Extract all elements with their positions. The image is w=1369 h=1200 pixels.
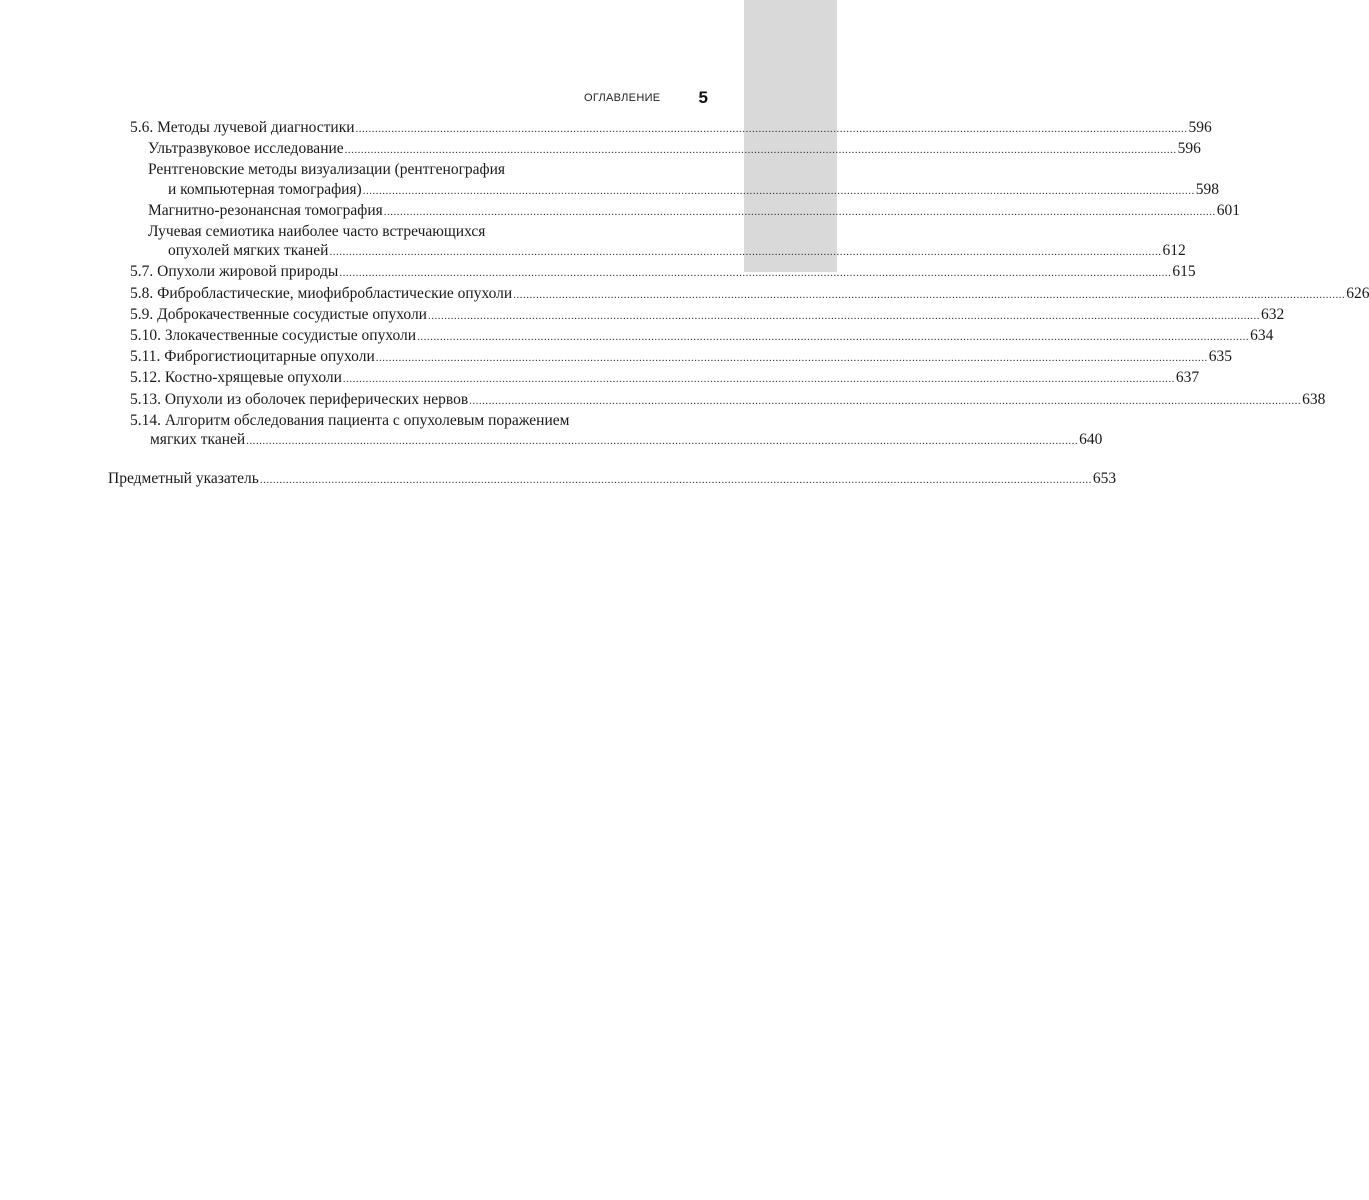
dot-leader: ................................................................................................................................................................................................................................................................ — [329, 246, 1162, 259]
toc-entry-subject-index[interactable] — [108, 469, 1117, 490]
toc-entry-title-continued: и компьютерная томография) — [168, 180, 362, 198]
table-of-contents — [108, 118, 1369, 490]
toc-entry-title: 5.14. Алгоритм обследования пациента с опухолевым поражением — [130, 411, 570, 429]
toc-page-number: 638 — [1302, 390, 1326, 408]
toc-entry-title: 5.6. Методы лучевой диагностики — [130, 119, 355, 136]
toc-entry-title: 5.9. Доброкачественные сосудистые опухоли — [130, 305, 427, 323]
dot-leader: ................................................................................................................................................................................................................................................................ — [469, 394, 1302, 407]
toc-entry-5-11[interactable] — [108, 347, 1233, 368]
dot-leader: ................................................................................................................................................................................................................................................................ — [355, 123, 1188, 135]
toc-page-number: 612 — [1162, 242, 1186, 260]
toc-entry-5-10[interactable] — [108, 326, 1274, 347]
running-title: ОГЛАВЛЕНИЕ — [584, 92, 661, 104]
dot-leader: ................................................................................................................................................................................................................................................................ — [246, 435, 1079, 448]
toc-page-number: 596 — [1188, 119, 1212, 136]
toc-entry-title: 5.12. Костно-хрящевые опухоли — [130, 369, 342, 387]
toc-entry-radiation-semiotics[interactable] — [108, 222, 1186, 262]
toc-entry-5-13[interactable] — [108, 390, 1326, 411]
dot-leader: ................................................................................................................................................................................................................................................................ — [259, 474, 1092, 487]
toc-entry-title: Рентгеновские методы визуализации (рентгенография — [148, 161, 506, 179]
toc-entry-title: Лучевая семиотика наиболее часто встречающихся — [148, 223, 486, 241]
toc-entry-title: 5.13. Опухоли из оболочек периферических нервов — [130, 390, 469, 408]
toc-entry-5-7[interactable] — [108, 262, 1196, 283]
dot-leader: ................................................................................................................................................................................................................................................................ — [339, 267, 1172, 280]
toc-page-number: 653 — [1092, 470, 1117, 488]
toc-entry-title: 5.11. Фиброгистиоцитарные опухоли — [130, 348, 375, 366]
toc-page-number: 635 — [1208, 348, 1233, 366]
toc-entry-title: Предметный указатель — [108, 470, 259, 488]
toc-entry-5-14[interactable] — [108, 411, 1103, 451]
dot-leader: ................................................................................................................................................................................................................................................................ — [417, 331, 1250, 344]
toc-page-number: 598 — [1195, 180, 1219, 198]
toc-page-number: 640 — [1079, 431, 1103, 449]
toc-page-number: 596 — [1177, 140, 1201, 158]
toc-entry-xray-methods[interactable] — [108, 160, 1219, 200]
toc-page-number: 637 — [1175, 369, 1200, 387]
toc-page-number: 601 — [1216, 201, 1241, 219]
toc-entry-title-continued: опухолей мягких тканей — [168, 242, 329, 260]
toc-entry-title: Ультразвуковое исследование — [148, 140, 344, 158]
running-head — [584, 88, 708, 110]
toc-entry-title: 5.7. Опухоли жировой природы — [130, 263, 339, 281]
toc-page-number: 632 — [1260, 305, 1285, 323]
toc-entry-5-8[interactable] — [108, 284, 1369, 305]
dot-leader: ................................................................................................................................................................................................................................................................ — [513, 288, 1346, 301]
toc-page-number: 626 — [1346, 284, 1369, 302]
toc-entry-title: 5.10. Злокачественные сосудистые опухоли — [130, 327, 417, 345]
dot-leader: ................................................................................................................................................................................................................................................................ — [362, 184, 1195, 197]
toc-entry-mri[interactable] — [108, 201, 1241, 222]
dot-leader: ................................................................................................................................................................................................................................................................ — [427, 309, 1260, 322]
toc-entry-ultrasound[interactable] — [108, 139, 1201, 160]
toc-entry-5-9[interactable] — [108, 305, 1285, 326]
toc-entry-title: Магнитно-резонансная томография — [148, 201, 383, 219]
toc-page-number: 615 — [1172, 263, 1196, 281]
page-number: 5 — [698, 88, 708, 107]
toc-entry-5-6[interactable] — [108, 118, 1212, 139]
toc-entry-title-continued: мягких тканей — [150, 431, 246, 449]
dot-leader: ................................................................................................................................................................................................................................................................ — [375, 352, 1208, 365]
dot-leader: ................................................................................................................................................................................................................................................................ — [342, 373, 1175, 386]
toc-entry-title: 5.8. Фибробластические, миофибробластические опухоли — [130, 284, 513, 302]
toc-entry-5-12[interactable] — [108, 368, 1200, 389]
dot-leader: ................................................................................................................................................................................................................................................................ — [344, 144, 1177, 157]
toc-page-number: 634 — [1250, 327, 1274, 345]
dot-leader: ................................................................................................................................................................................................................................................................ — [383, 205, 1216, 218]
